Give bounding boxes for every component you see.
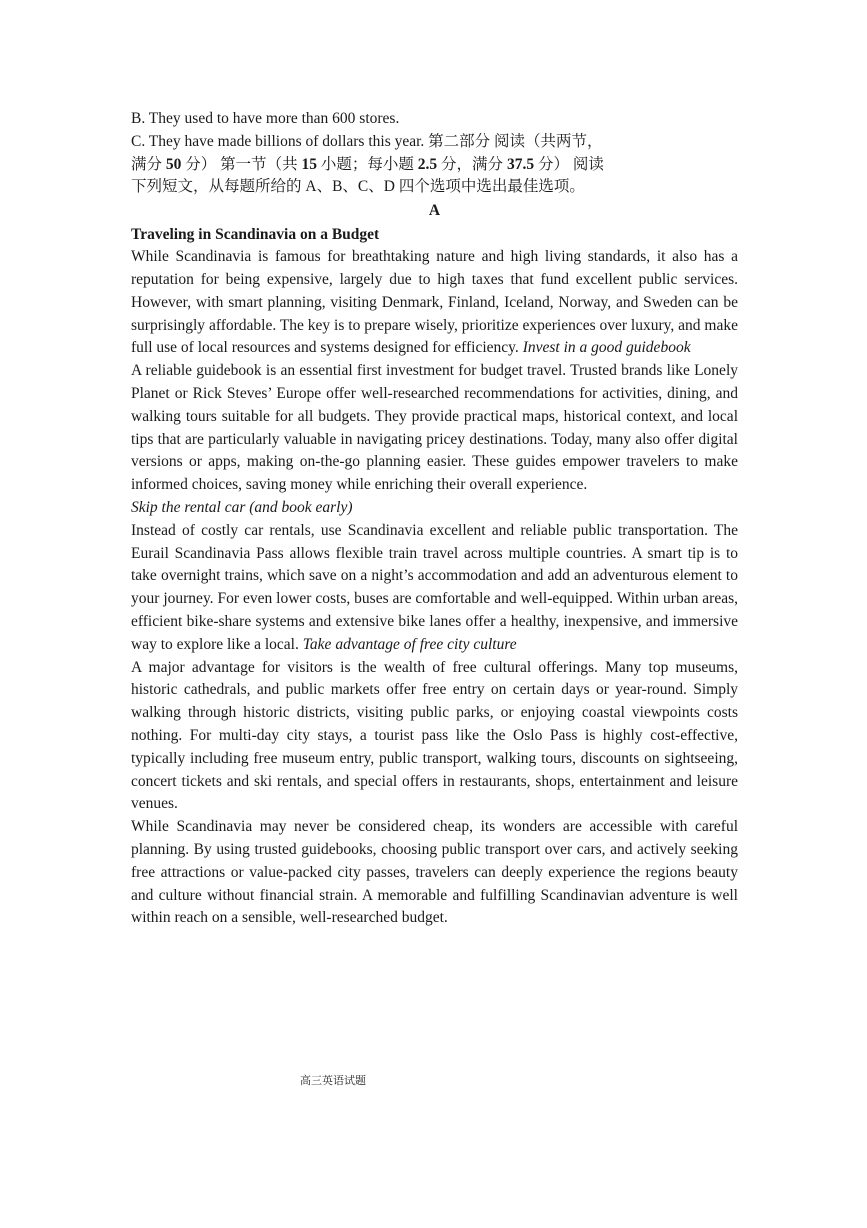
option-c-line bbox=[131, 131, 738, 154]
heading-free-culture: Take advantage of free city culture bbox=[302, 635, 517, 653]
heading-rental-car: Skip the rental car (and book early) bbox=[131, 498, 353, 516]
total-score-unit: 分） 阅读 bbox=[537, 155, 604, 173]
each-score: 2.5 bbox=[417, 155, 438, 173]
score-line bbox=[131, 154, 738, 177]
question-count-unit: 小题；每小题 bbox=[320, 155, 414, 173]
culture-paragraph: A major advantage for visitors is the wealth of free cultural offerings. Many top museums, historic cathedrals, and public markets offer free entry on certain days or year-round. Simply walking through historic districts, visiting public parks, or enjoying coastal viewpoints costs nothing. For multi-day city stays, a tourist pass like the Oslo Pass is highly cost-effective, typically including free museum entry, public transport, walking tours, discounts on sightseeing, concert tickets and ski rentals, and special offers in restaurants, shops, entertainment and leisure venues. bbox=[131, 658, 738, 813]
guidebook-paragraph: A reliable guidebook is an essential first investment for budget travel. Trusted brands like Lonely Planet or Rick Steves’ Europe offer well-researched recommendations for activities, dining, and walking tours suitable for all budgets. They provide practical maps, historical context, and local tips that are particularly valuable in navigating pricey destinations. Today, many also offer digital versions or apps, making on-the-go planning easier. These guides empower travelers to make informed choices, saving money while enriching their overall experience. bbox=[131, 362, 738, 494]
intro-text: While Scandinavia is famous for breathtaking nature and high living standards, it also has a reputation for being expensive, largely due to high taxes that fund excellent public services. However, with smart planning, visiting Denmark, Finland, Iceland, Norway, and Sweden can be surprisingly affordable. The key is to prepare wisely, prioritize experiences over luxury, and make full use of local resources and systems designed for efficiency. bbox=[131, 248, 738, 357]
option-c: C. They have made billions of dollars this year. bbox=[131, 132, 425, 150]
intro-paragraph bbox=[131, 246, 738, 360]
document-page bbox=[131, 108, 738, 930]
page-footer: 高三英语试题 bbox=[300, 1074, 366, 1087]
article-title: Traveling in Scandinavia on a Budget bbox=[131, 226, 380, 244]
section-letter: A bbox=[428, 202, 441, 220]
transport-text: Instead of costly car rentals, use Scandinavia excellent and reliable public transportation. The Eurail Scandinavia Pass allows flexible train travel across multiple countries. A smart tip is to take overnight trains, which save on a night’s accommodation and add an adventurous element to your journey. For even lower costs, buses are comfortable and well-equipped. Within urban areas, efficient bike-share systems and extensive bike lanes offer a healthy, inexpensive, and immersive way to explore like a local. bbox=[131, 521, 738, 653]
part-two-heading: 第二部分 阅读（共两节， bbox=[428, 132, 603, 150]
conclusion-paragraph: While Scandinavia may never be considered cheap, its wonders are accessible with careful planning. By using trusted guidebooks, choosing public transport over cars, and actively seeking free attractions or value-packed city passes, travelers can deeply experience the regions beauty and culture without financial strain. A memorable and fulfilling Scandinavian adventure is well within reach on a sensible, well-researched budget. bbox=[131, 818, 738, 927]
option-b: B. They used to have more than 600 stores. bbox=[131, 110, 400, 127]
score-label: 满分 bbox=[131, 155, 163, 173]
transport-paragraph bbox=[131, 520, 738, 657]
heading-guidebook: Invest in a good guidebook bbox=[522, 339, 691, 357]
score-number: 50 bbox=[165, 155, 182, 173]
instruction: 下列短文，从每题所给的 A、B、C、D 四个选项中选出最佳选项。 bbox=[131, 178, 585, 196]
each-score-unit: 分，满分 bbox=[441, 155, 504, 173]
score-unit: 分） 第一节（共 bbox=[185, 155, 298, 173]
total-score: 37.5 bbox=[506, 155, 535, 173]
question-count: 15 bbox=[301, 155, 318, 173]
